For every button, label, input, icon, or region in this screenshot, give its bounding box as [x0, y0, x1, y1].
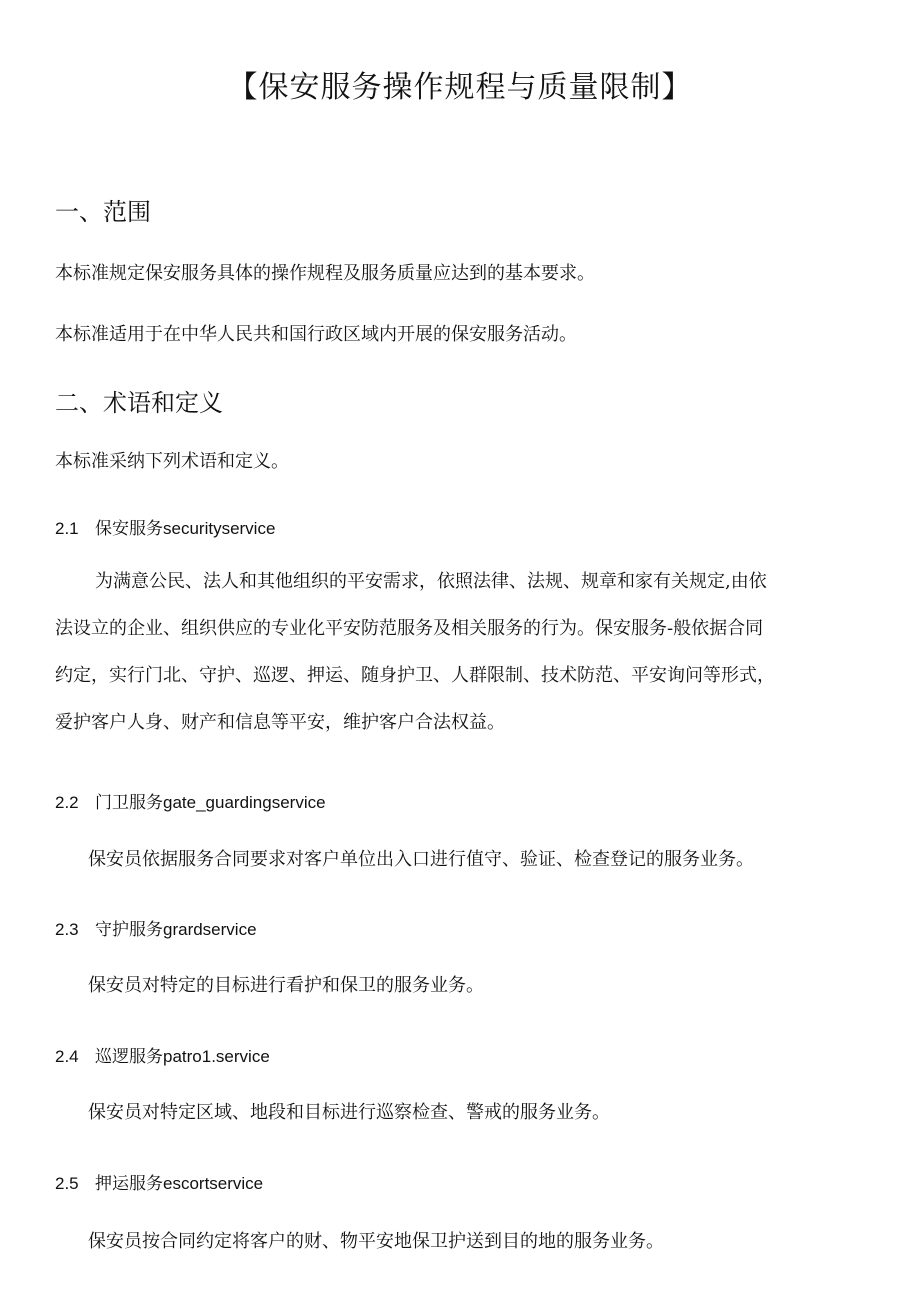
term-heading-2-5: [55, 1169, 263, 1194]
term-title: 保安服务securityservice: [95, 519, 276, 538]
term-number: 2.1: [55, 519, 79, 538]
term-definition-2-2: 保安员依据服务合同要求对客户单位出入口进行值守、验证、检查登记的服务业务。: [88, 849, 754, 870]
section-heading-terms: 二、术语和定义: [55, 389, 223, 417]
term-number: 2.2: [55, 793, 79, 812]
term-definition-2-4: 保安员对特定区域、地段和目标进行巡察检查、警戒的服务业务。: [88, 1102, 610, 1123]
definition-line: 为满意公民、法人和其他组织的平安需求，依照法律、法规、规章和家有关规定,由依: [95, 571, 767, 592]
term-number: 2.5: [55, 1174, 79, 1193]
term-title: 押运服务escortservice: [95, 1174, 264, 1193]
term-heading-2-1: [55, 514, 275, 539]
document-title: 【保安服务操作规程与质量限制】: [227, 70, 693, 105]
scope-paragraph-2: 本标准适用于在中华人民共和国行政区域内开展的保安服务活动。: [55, 324, 577, 345]
section-heading-scope: 一、范围: [55, 198, 151, 226]
term-title: 门卫服务gate_guardingservice: [95, 793, 326, 812]
term-title: 守护服务grardservice: [95, 920, 257, 939]
definition-line: 法设立的企业、组织供应的专业化平安防范服务及相关服务的行为。保安服务-般依据合同: [55, 618, 764, 639]
term-definition-2-1: [55, 558, 855, 746]
term-definition-2-5: 保安员按合同约定将客户的财、物平安地保卫护送到目的地的服务业务。: [88, 1231, 664, 1252]
term-definition-2-3: 保安员对特定的目标进行看护和保卫的服务业务。: [88, 975, 484, 996]
term-number: 2.4: [55, 1047, 79, 1066]
scope-paragraph-1: 本标准规定保安服务具体的操作规程及服务质量应达到的基本要求。: [55, 263, 595, 284]
term-title: 巡逻服务patro1.service: [95, 1047, 270, 1066]
definition-line: 约定，实行门北、守护、巡逻、押运、随身护卫、人群限制、技术防范、平安询问等形式，: [55, 665, 775, 686]
term-heading-2-3: [55, 915, 257, 940]
term-heading-2-4: [55, 1042, 270, 1067]
terms-intro: 本标准采纳下列术语和定义。: [55, 451, 289, 472]
term-number: 2.3: [55, 920, 79, 939]
definition-line: 爱护客户人身、财产和信息等平安，维护客户合法权益。: [55, 712, 505, 733]
term-heading-2-2: [55, 788, 326, 813]
